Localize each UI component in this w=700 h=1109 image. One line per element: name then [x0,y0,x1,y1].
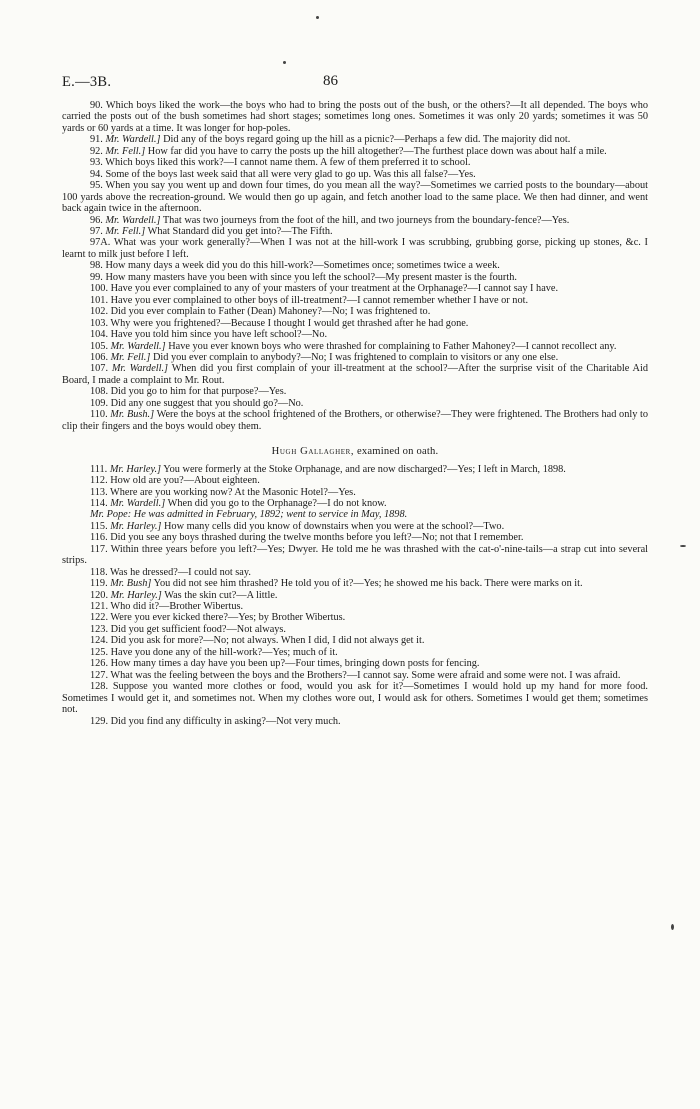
witness-name: Hugh Gallagher, [271,446,355,458]
testimony-paragraph [62,215,648,226]
testimony-text: 102. Did you ever complain to Father (Dean) Mahoney?—No; I was frightened to. [90,306,431,318]
testimony-paragraph [62,532,648,543]
question-number: 110. [90,409,108,421]
question-number: 114. [90,497,108,509]
scan-speck [283,61,286,64]
speaker-name: Mr. Fell.] [105,225,146,237]
speaker-name: Mr. Wardell.] [111,363,169,375]
testimony-paragraph [62,283,648,294]
testimony-paragraph [62,590,648,601]
page-number: 86 [323,73,338,89]
testimony-paragraph [62,318,648,329]
testimony-paragraph [62,464,648,475]
question-number: 119. [90,578,108,590]
testimony-text: 108. Did you go to him for that purpose?—Yes. [90,386,287,398]
testimony-text: 121. Who did it?—Brother Wibertus. [90,601,244,613]
testimony-text: How many cells did you know of downstairs when you were at the school?—Two. [164,520,505,532]
testimony-text: 109. Did any one suggest that you should go?—No. [90,397,304,409]
question-number: 96. [90,214,103,226]
testimony-paragraph [62,521,648,532]
scan-speck [680,545,686,547]
testimony-text: 124. Did you ask for more?—No; not always. When I did, I did not always get it. [90,635,425,647]
testimony-paragraph [62,100,648,134]
speaker-name: Mr. Fell.] [105,145,146,157]
question-number: 106. [90,351,109,363]
testimony-text: 125. Have you done any of the hill-work?—Yes; much of it. [90,646,338,658]
testimony-paragraph [62,544,648,567]
testimony-paragraph [62,169,648,180]
testimony-paragraph [62,635,648,646]
testimony-text: Were the boys at the school frightened of the Brothers, or otherwise?—They were frightened. The Brothers had only to clip their fingers and the boys would obey them. [62,409,648,432]
testimony-paragraph [62,329,648,340]
testimony-paragraph [62,386,648,397]
question-number: 111. [90,463,108,475]
testimony-text: 99. How many masters have you been with since you left the school?—My present master is the fourth. [90,271,517,283]
speaker-name: Mr. Pope: [90,509,132,521]
testimony-text: 129. Did you find any difficulty in asking?—Not very much. [90,715,341,727]
testimony-paragraph [62,498,648,509]
testimony-text: How far did you have to carry the posts up the hill altogether?—The furthest place down was about half a mile. [147,145,607,157]
testimony-text: 95. When you say you went up and down four times, do you mean all the way?—Sometimes we carried posts to the boundary—about 100 yards above the recreation-ground. We would then go up again, and fetch another load to the same place. We then had dinner, and went back again twice in the afternoon. [62,180,648,215]
testimony-text: 94. Some of the boys last week said that all were very glad to go up. Was this all false?—Yes. [90,168,476,180]
testimony-text: 113. Where are you working now? At the Masonic Hotel?—Yes. [90,486,356,498]
testimony-paragraph [62,612,648,623]
testimony-text: 128. Suppose you wanted more clothes or food, would you ask for it?—Sometimes I would hold up my hand for more food. Sometimes I would get it, and sometimes not. When my clothes wore out, I would ask for others. Sometimes I would get them; sometimes not. [62,681,648,716]
scan-speck [316,16,319,19]
testimony-text: When did you first complain of your ill-treatment at the school?—After the surprise visit of the Charitable Aid Board, I made a complaint to Mr. Rout. [62,363,648,386]
testimony-text: 90. Which boys liked the work—the boys who had to bring the posts out of the bush, or the others?—It all depended. The boys who carried the posts out of the bush sometimes had short stages; sometimes long ones. Sometimes it was only 20 yards; sometimes it was 50 yards or 60 yards at a time. It was longer for hop-poles. [62,100,648,134]
question-number: 120. [90,589,109,601]
testimony-text: 112. How old are you?—About eighteen. [90,475,260,487]
testimony-section-1 [62,100,648,432]
testimony-text: What Standard did you get into?—The Fifth. [147,225,333,237]
testimony-paragraph [62,716,648,727]
testimony-paragraph [62,341,648,352]
testimony-paragraph [62,180,648,214]
testimony-paragraph [62,658,648,669]
testimony-paragraph [62,157,648,168]
testimony-text: 126. How many times a day have you been up?—Four times, bringing down posts for fencing. [90,658,480,670]
speaker-name: Mr. Bush] [110,578,152,590]
testimony-paragraph [62,475,648,486]
testimony-text: 101. Have you ever complained to other boys of ill-treatment?—I cannot remember whether I have or not. [90,294,529,306]
question-number: 97. [90,225,103,237]
testimony-paragraph [62,670,648,681]
testimony-paragraph [62,363,648,386]
testimony-text: 98. How many days a week did you do this hill-work?—Sometimes once; sometimes twice a week. [90,260,500,272]
testimony-section-2 [62,464,648,727]
speaker-name: Mr. Harley.] [110,520,162,532]
testimony-text: 118. Was he dressed?—I could not say. [90,566,251,578]
question-number: 105. [90,340,109,352]
testimony-text: 123. Did you get sufficient food?—Not always. [90,623,286,635]
testimony-paragraph [62,306,648,317]
testimony-paragraph [62,601,648,612]
testimony-text: You were formerly at the Stoke Orphanage, and are now discharged?—Yes; I left in March, 1898. [163,463,566,475]
testimony-text: 100. Have you ever complained to any of your masters of your treatment at the Orphanage?—I cannot say I have. [90,283,559,295]
testimony-paragraph [62,295,648,306]
testimony-paragraph [62,409,648,432]
testimony-text: 127. What was the feeling between the boys and the Brothers?—I cannot say. Some were afraid and some were not. I was afraid. [90,669,621,681]
testimony-text: 116. Did you see any boys thrashed during the twelve months before you left?—No; not that I remember. [90,532,524,544]
testimony-text: Did any of the boys regard going up the hill as a picnic?—Perhaps a few did. The majority did not. [163,134,571,146]
testimony-paragraph [62,647,648,658]
testimony-paragraph [62,487,648,498]
testimony-paragraph [62,567,648,578]
document-reference: E.—3B. [62,74,112,90]
speaker-name: Mr. Bush.] [110,409,155,421]
testimony-paragraph [62,226,648,237]
speaker-name: Mr. Wardell.] [105,214,161,226]
testimony-paragraph [62,134,648,145]
scan-speck [671,924,674,930]
testimony-text: 103. Why were you frightened?—Because I thought I would get thrashed after he had gone. [90,317,469,329]
question-number: 91. [90,134,103,146]
testimony-text: 97A. What was your work generally?—When I was not at the hill-work I was scrubbing, grubbing gorse, picking up stones, &c. I learnt to milk just before I left. [62,237,648,260]
question-number: 107. [90,363,109,375]
testimony-text: 122. Were you ever kicked there?—Yes; by Brother Wibertus. [90,612,346,624]
question-number: 92. [90,145,103,157]
speaker-name: Mr. Harley.] [110,589,162,601]
speaker-name: Mr. Harley.] [109,463,162,475]
testimony-paragraph [62,509,648,520]
testimony-text: Have you ever known boys who were thrashed for complaining to Father Mahoney?—I cannot recollect any. [168,340,617,352]
testimony-text: Was the skin cut?—A little. [164,589,278,601]
testimony-text: He was admitted in February, 1892; went to service in May, 1898. [133,509,408,521]
testimony-paragraph [62,237,648,260]
testimony-text: 93. Which boys liked this work?—I cannot name them. A few of them preferred it to school. [90,157,471,169]
testimony-paragraph [62,578,648,589]
testimony-text: When did you go to the Orphanage?—I do not know. [167,497,387,509]
witness-heading [62,446,648,457]
testimony-text: Did you ever complain to anybody?—No; I was frightened to complain to visitors or any one else. [152,351,559,363]
speaker-name: Mr. Wardell.] [105,134,161,146]
testimony-paragraph [62,352,648,363]
speaker-name: Mr. Fell.] [110,351,151,363]
speaker-name: Mr. Wardell.] [110,340,166,352]
witness-heading-rest: examined on oath. [356,446,439,458]
testimony-paragraph [62,146,648,157]
testimony-paragraph [62,624,648,635]
testimony-text: 104. Have you told him since you have left school?—No. [90,329,328,341]
testimony-paragraph [62,260,648,271]
question-number: 115. [90,520,108,532]
testimony-text: You did not see him thrashed? He told you of it?—Yes; he showed me his back. There were marks on it. [153,578,583,590]
document-body [62,100,648,727]
testimony-text: That was two journeys from the foot of the hill, and two journeys from the boundary-fence?—Yes. [162,214,570,226]
testimony-paragraph [62,398,648,409]
testimony-paragraph [62,681,648,715]
speaker-name: Mr. Wardell.] [110,497,166,509]
testimony-paragraph [62,272,648,283]
testimony-text: 117. Within three years before you left?—Yes; Dwyer. He told me he was thrashed with the cat-o'-nine-tails—a strap cut into several strips. [62,543,648,567]
